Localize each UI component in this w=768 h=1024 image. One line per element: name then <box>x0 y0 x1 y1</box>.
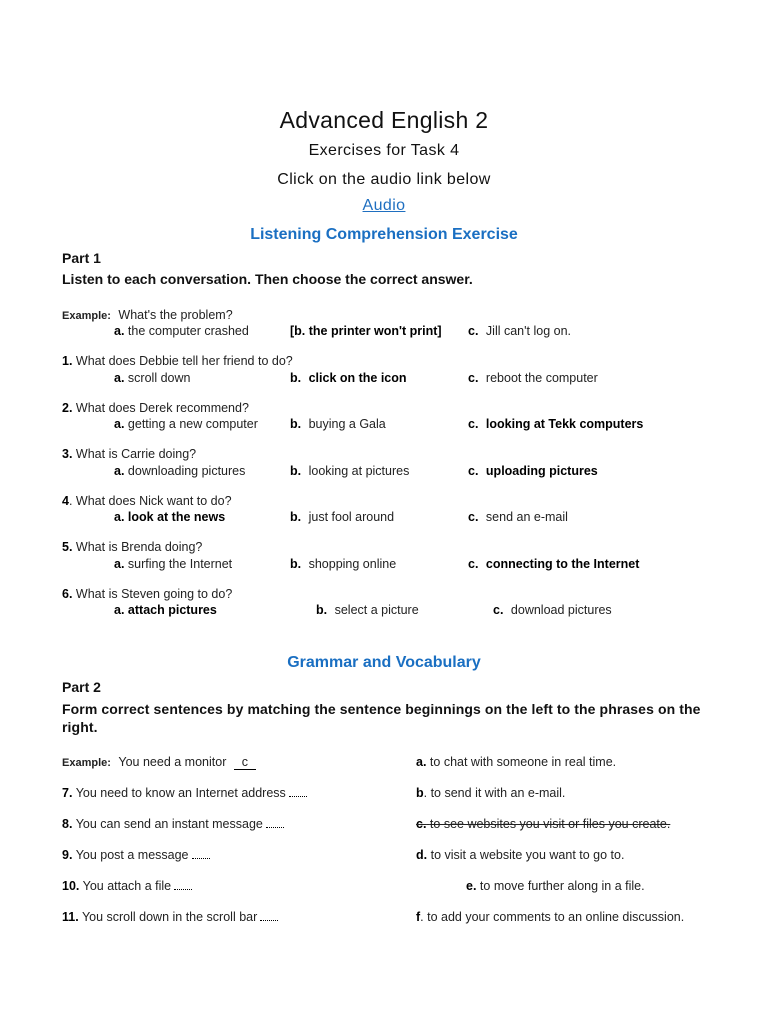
answer-blank-8[interactable] <box>266 818 284 828</box>
answer-blank-11[interactable] <box>260 911 278 921</box>
part2-label: Part 2 <box>62 679 101 695</box>
question-3-option-b[interactable]: b. looking at pictures <box>290 464 410 478</box>
document-title: Advanced English 2 <box>279 107 489 133</box>
question-6-option-a[interactable]: a. attach pictures <box>114 603 217 617</box>
example-option-c: c. Jill can't log on. <box>468 324 571 338</box>
audio-instruction: Click on the audio link below <box>277 171 491 188</box>
example-label: Example: <box>62 310 111 322</box>
question-1-option-b[interactable]: b. click on the icon <box>290 371 407 385</box>
example-question: What's the problem? <box>118 308 233 322</box>
example-option-b: [b. the printer won't print] <box>290 324 442 338</box>
part2-instruction: Form correct sentences by matching the sentence beginnings on the left to the phrases on the right. <box>62 701 701 735</box>
question-3: 3. What is Carrie doing? <box>62 447 197 461</box>
question-3-option-a[interactable]: a. downloading pictures <box>114 464 246 478</box>
phrase-a: a. to chat with someone in real time. <box>416 755 617 769</box>
document-subtitle: Exercises for Task 4 <box>308 142 460 159</box>
example-answer: c <box>234 755 256 770</box>
question-3-option-c[interactable]: c. uploading pictures <box>468 464 598 478</box>
question-4-option-c[interactable]: c. send an e-mail <box>468 510 568 524</box>
sentence-7: 7. You need to know an Internet address <box>62 786 307 800</box>
answer-blank-7[interactable] <box>289 787 307 797</box>
question-2-option-c[interactable]: c. looking at Tekk computers <box>468 417 644 431</box>
question-4-option-b[interactable]: b. just fool around <box>290 510 395 524</box>
question-5-option-a[interactable]: a. surfing the Internet <box>114 557 233 571</box>
question-4: 4. What does Nick want to do? <box>62 494 232 508</box>
phrase-d: d. to visit a website you want to go to. <box>416 848 625 862</box>
grammar-heading: Grammar and Vocabulary <box>287 654 481 671</box>
phrase-e: e. to move further along in a file. <box>466 879 645 893</box>
sentence-8: 8. You can send an instant message <box>62 817 284 831</box>
question-5: 5. What is Brenda doing? <box>62 540 203 554</box>
example-label: Example: <box>62 757 111 769</box>
question-4-option-a[interactable]: a. look at the news <box>114 510 226 524</box>
audio-link[interactable]: Audio <box>362 197 406 214</box>
question-2: 2. What does Derek recommend? <box>62 401 249 415</box>
sentence-10: 10. You attach a file <box>62 879 192 893</box>
question-6: 6. What is Steven going to do? <box>62 587 233 601</box>
question-5-option-c[interactable]: c. connecting to the Internet <box>468 557 640 571</box>
question-1-option-c[interactable]: c. reboot the computer <box>468 371 598 385</box>
part2-example: Example: You need a monitor c <box>62 755 256 770</box>
part1-label: Part 1 <box>62 250 101 266</box>
example-option-a: a. the computer crashed <box>114 324 249 338</box>
answer-blank-9[interactable] <box>192 849 210 859</box>
question-1: 1. What does Debbie tell her friend to do? <box>62 354 293 368</box>
sentence-11: 11. You scroll down in the scroll bar <box>62 910 278 924</box>
listening-heading: Listening Comprehension Exercise <box>250 226 518 243</box>
phrase-f: f. to add your comments to an online discussion. <box>416 910 685 924</box>
question-6-option-c[interactable]: c. download pictures <box>493 603 612 617</box>
question-6-option-b[interactable]: b. select a picture <box>316 603 419 617</box>
part1-instruction: Listen to each conversation. Then choose the correct answer. <box>62 271 473 287</box>
phrase-b: b. to send it with an e-mail. <box>416 786 566 800</box>
question-1-option-a[interactable]: a. scroll down <box>114 371 191 385</box>
question-2-option-b[interactable]: b. buying a Gala <box>290 417 386 431</box>
question-5-option-b[interactable]: b. shopping online <box>290 557 397 571</box>
question-2-option-a[interactable]: a. getting a new computer <box>114 417 258 431</box>
sentence-9: 9. You post a message <box>62 848 210 862</box>
phrase-c: c. to see websites you visit or files you create. <box>416 817 671 831</box>
part1-example <box>62 308 233 322</box>
answer-blank-10[interactable] <box>174 880 192 890</box>
